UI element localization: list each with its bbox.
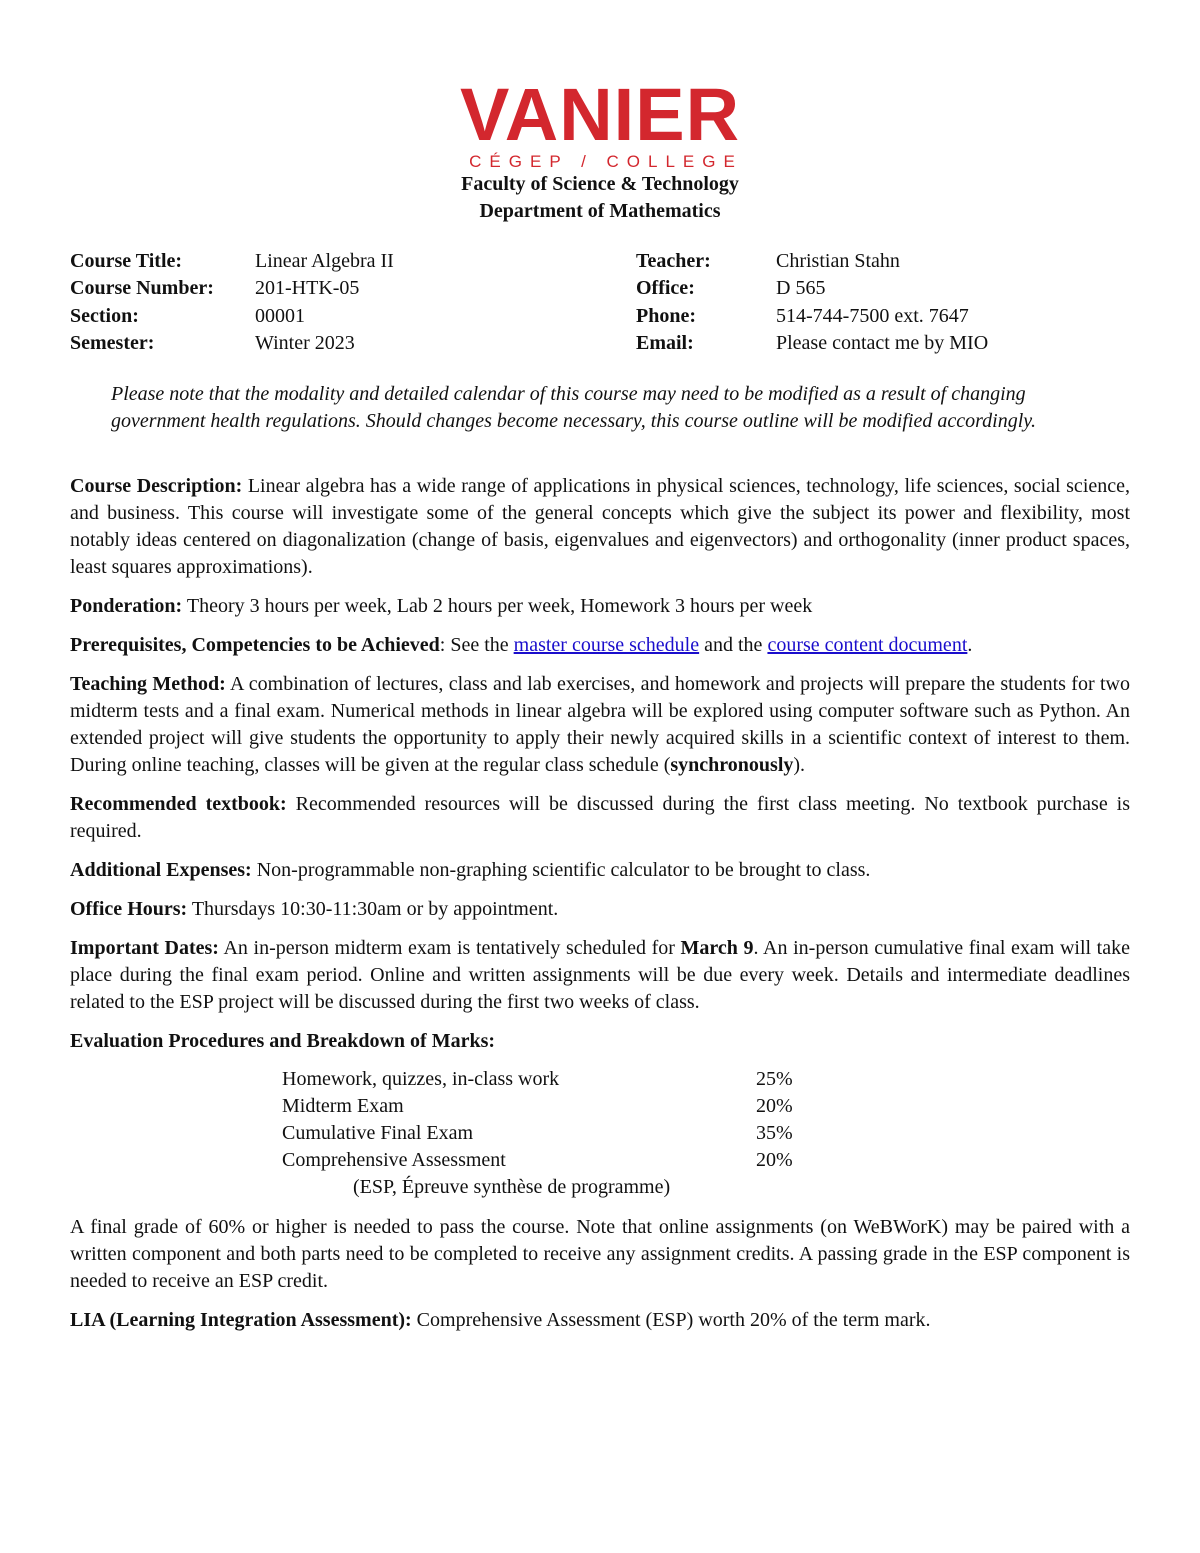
- section-text: .: [967, 634, 973, 656]
- section-emphasis: March 9: [680, 937, 754, 959]
- marks-breakdown-table: [70, 1066, 1130, 1201]
- office-hours: [70, 896, 1130, 923]
- semester-value: Winter 2023: [255, 331, 355, 354]
- course-title-label: Course Title:: [70, 250, 183, 272]
- mark-item-name: Cumulative Final Exam: [282, 1122, 474, 1144]
- section-text: A combination of lectures, class and lab exercises, and homework and projects will prepare the students for two midterm tests and a final exam. Numerical methods in linear algebra will be explored using computer software such as Python. An extended project will give students the opportunity to apply their newly acquired skills in a scientific context of interest to them. During online teaching, classes will be given at the regular class schedule (: [70, 673, 1131, 776]
- passing-requirements: A final grade of 60% or higher is needed to pass the course. Note that online assignments (on WeBWorK) may be paired with a written component and both parts need to be completed to receive any assignment credits. A passing grade in the ESP component is needed to receive an ESP credit.: [70, 1216, 1130, 1292]
- section-text: ).: [793, 754, 806, 776]
- section-text: An in-person midterm exam is tentatively scheduled for: [223, 937, 675, 959]
- teaching-method: [70, 671, 1130, 779]
- esp-note: (ESP, Épreuve synthèse de programme): [353, 1176, 671, 1198]
- faculty-title: Faculty of Science & Technology: [461, 173, 739, 195]
- section-emphasis: synchronously: [670, 754, 794, 776]
- section-label: Teaching Method:: [70, 673, 226, 695]
- evaluation-heading: [70, 1028, 1130, 1055]
- mark-item-value: 25%: [756, 1068, 793, 1090]
- course-description: [70, 473, 1130, 581]
- section-label: Recommended textbook:: [70, 793, 287, 815]
- table-row: [70, 1174, 1130, 1201]
- ponderation: [70, 593, 1130, 620]
- section-text: Comprehensive Assessment (ESP) worth 20% of the term mark.: [416, 1309, 931, 1331]
- department-title: Department of Mathematics: [479, 200, 721, 222]
- section-text: Theory 3 hours per week, Lab 2 hours per week, Homework 3 hours per week: [186, 595, 813, 617]
- prerequisites: [70, 632, 1130, 659]
- logo-wordmark: VANIER: [459, 73, 741, 156]
- section-label: Office Hours:: [70, 898, 188, 920]
- phone-value: 514-744-7500 ext. 7647: [776, 304, 969, 327]
- semester-label: Semester:: [70, 331, 155, 354]
- section-label: Ponderation:: [70, 595, 183, 617]
- section-label: LIA (Learning Integration Assessment):: [70, 1309, 412, 1331]
- mark-item-name: Midterm Exam: [282, 1095, 404, 1117]
- mark-item-value: 20%: [756, 1149, 793, 1171]
- logo-subtitle: CÉGEP / COLLEGE: [469, 152, 743, 171]
- section-label: Important Dates:: [70, 937, 219, 959]
- section-label: Section:: [70, 304, 139, 327]
- section-label: Prerequisites, Competencies to be Achieved: [70, 634, 440, 656]
- mark-item-name: Comprehensive Assessment: [282, 1149, 506, 1171]
- table-row: [70, 1066, 1130, 1093]
- email-value: Please contact me by MIO: [776, 331, 989, 354]
- important-dates: [70, 935, 1130, 1016]
- course-content-document-link[interactable]: course content document: [767, 634, 968, 656]
- course-number-value: 201-HTK-05: [255, 277, 360, 300]
- email-label: Email:: [636, 331, 694, 354]
- mark-item-value: 35%: [756, 1122, 793, 1144]
- course-outline-body: [70, 473, 1130, 1346]
- course-number-label: Course Number:: [70, 277, 214, 300]
- department-header: [0, 171, 1200, 225]
- office-label: Office:: [636, 277, 695, 300]
- recommended-textbook: [70, 791, 1130, 845]
- phone-label: Phone:: [636, 304, 696, 327]
- section-label: Additional Expenses:: [70, 859, 252, 881]
- section-text: . An in-person cumulative final exam will take place during the final exam period. Online and written assignments will be due every week. Details and intermediate deadlines related to the ESP project will be discussed during the first two weeks of class.: [70, 937, 1130, 1013]
- section-label: Evaluation Procedures and Breakdown of Marks:: [70, 1030, 496, 1052]
- mark-item-value: 20%: [756, 1095, 793, 1117]
- section-text: and the: [704, 634, 763, 656]
- office-value: D 565: [776, 277, 826, 300]
- section-label: Course Description:: [70, 475, 243, 497]
- course-title-value: Linear Algebra II: [255, 250, 394, 272]
- additional-expenses: [70, 857, 1130, 884]
- table-row: [70, 1120, 1130, 1147]
- section-text: Recommended resources will be discussed during the first class meeting. No textbook purchase is required.: [70, 793, 1130, 842]
- lia: [70, 1307, 1130, 1334]
- table-row: [70, 1147, 1130, 1174]
- section-text: : See the: [439, 634, 509, 656]
- table-row: [70, 1093, 1130, 1120]
- teacher-label: Teacher:: [636, 250, 711, 272]
- master-course-schedule-link[interactable]: master course schedule: [513, 634, 700, 656]
- teacher-value: Christian Stahn: [776, 250, 900, 272]
- mark-item-name: Homework, quizzes, in-class work: [282, 1068, 560, 1090]
- section-value: 00001: [255, 304, 305, 327]
- section-text: Thursdays 10:30-11:30am or by appointment.: [191, 898, 559, 920]
- vanier-logo: [0, 73, 1200, 172]
- section-text: Linear algebra has a wide range of applications in physical sciences, technology, life sciences, social science, and business. This course will investigate some of the general concepts which give the subject its power and flexibility, most notably ideas centered on diagonalization (change of basis, eigenvalues and eigenvectors) and orthogonality (inner product spaces, least squares approximations).: [70, 475, 1131, 578]
- modality-notice: Please note that the modality and detailed calendar of this course may need to be modified as a result of changing government health regulations. Should changes become necessary, this course outline will be modified accordingly.: [111, 383, 1037, 432]
- section-text: Non-programmable non-graphing scientific calculator to be brought to class.: [256, 859, 871, 881]
